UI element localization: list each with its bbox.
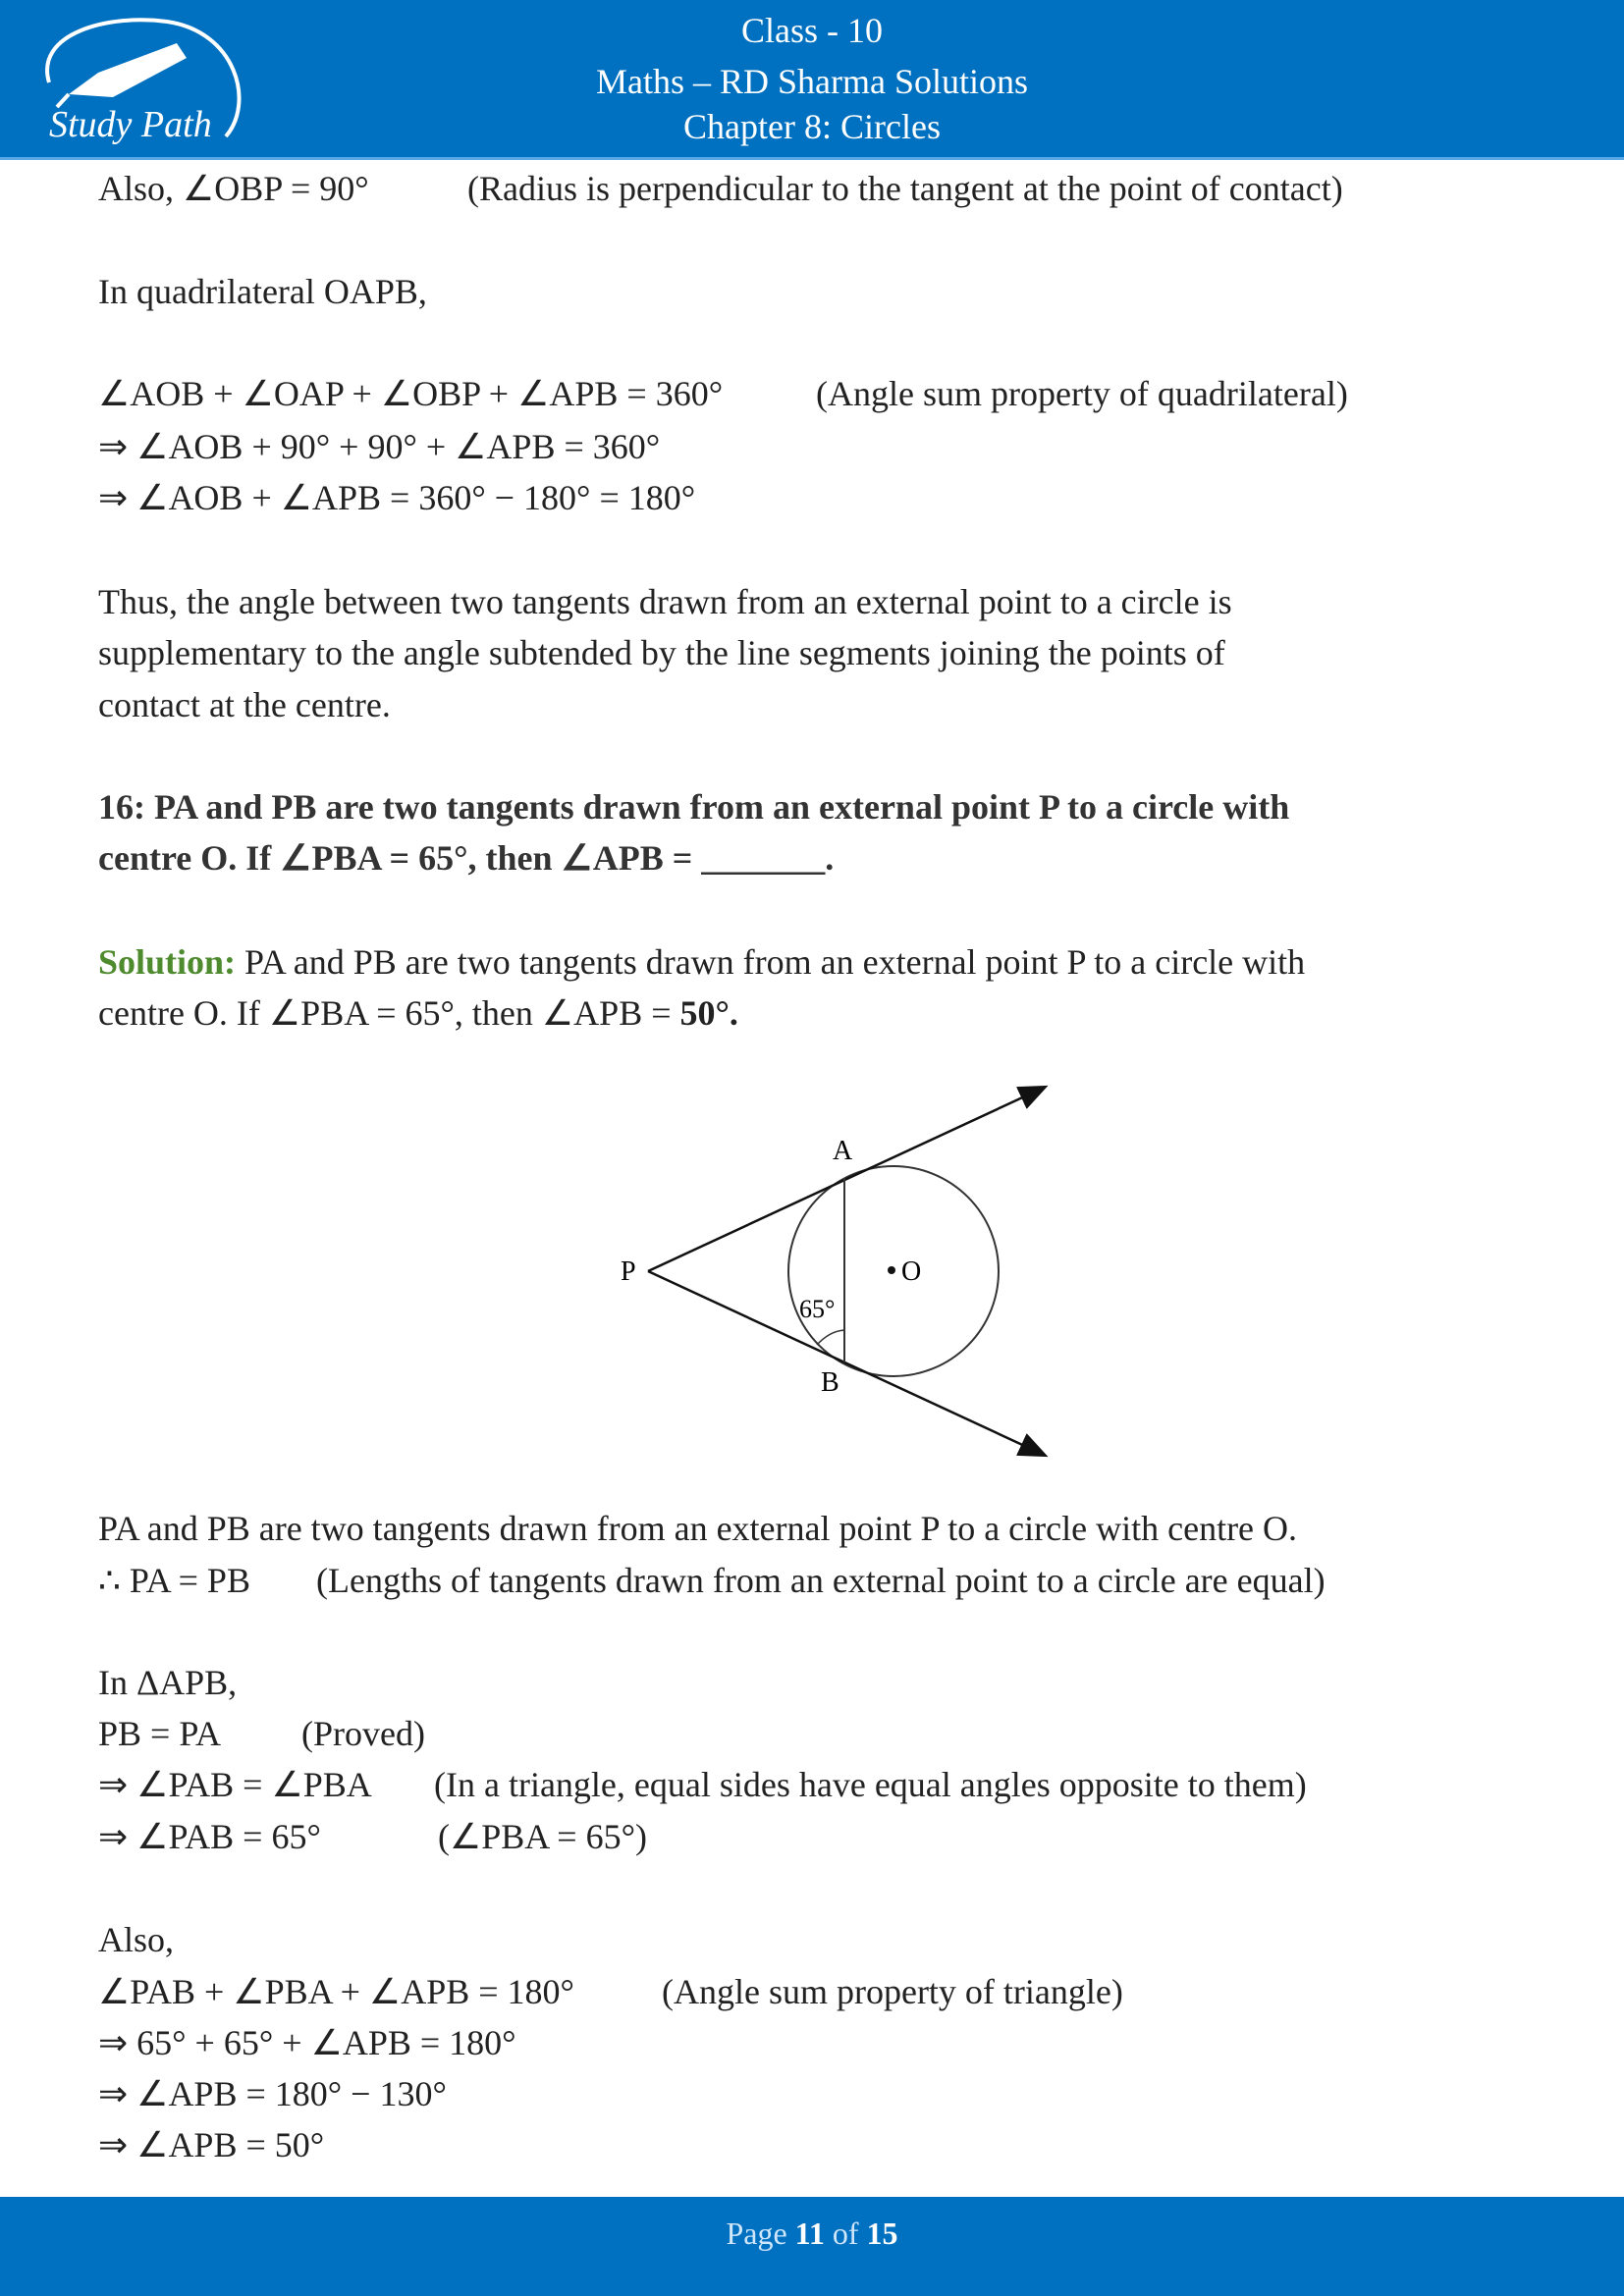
text-line: ⇒ ∠PAB = 65° (98, 1817, 321, 1856)
text-line: ⇒ ∠AOB + 90° + 90° + ∠APB = 360° (98, 427, 661, 466)
text-line: In ΔAPB, (98, 1663, 238, 1702)
page-number (0, 2216, 1624, 2252)
text-line: In quadrilateral OAPB, (98, 272, 427, 311)
text-line: ∠AOB + ∠OAP + ∠OBP + ∠APB = 360° (98, 374, 724, 413)
chapter-title: Chapter 8: Circles (683, 107, 941, 146)
label-a: A (833, 1136, 853, 1166)
text-line: ⇒ ∠AOB + ∠APB = 360° − 180° = 180° (98, 478, 696, 517)
label-o: O (901, 1256, 922, 1287)
reason-note: (In a triangle, equal sides have equal angles opposite to them) (434, 1765, 1307, 1804)
class-title: Class - 10 (741, 11, 883, 50)
question-text: centre O. If ∠PBA = 65°, then ∠APB = _______. (98, 838, 835, 878)
label-p: P (621, 1256, 636, 1287)
reason-note: (Radius is perpendicular to the tangent at the point of contact) (467, 169, 1343, 208)
text-line: ∠PAB + ∠PBA + ∠APB = 180° (98, 1972, 574, 2011)
centre-point (888, 1266, 895, 1274)
reason-note: (Angle sum property of quadrilateral) (816, 374, 1348, 413)
text-line: ⇒ ∠APB = 50° (98, 2125, 325, 2164)
reason-note: (Proved) (301, 1714, 425, 1753)
label-b: B (821, 1367, 839, 1398)
text-line: Also, (98, 1920, 175, 1959)
svg-text:Study Path: Study Path (49, 104, 212, 145)
text-line: PA and PB are two tangents drawn from an external point P to a circle with centre O. (98, 1509, 1298, 1548)
tangent-pb (648, 1271, 1044, 1455)
subject-title: Maths – RD Sharma Solutions (595, 62, 1028, 101)
solution-answer: 50°. (679, 993, 738, 1033)
page-total: 15 (866, 2216, 898, 2251)
solution-label: Solution: (98, 942, 237, 982)
reason-note: (Lengths of tangents drawn from an external point to a circle are equal) (316, 1561, 1326, 1600)
page-current: 11 (794, 2216, 825, 2251)
text-line: supplementary to the angle subtended by the line segments joining the points of (98, 633, 1225, 672)
reason-note: (∠PBA = 65°) (438, 1817, 647, 1856)
text-line: Thus, the angle between two tangents drawn from an external point to a circle is (98, 582, 1232, 621)
solution-text: centre O. If ∠PBA = 65°, then ∠APB = (98, 993, 680, 1033)
page-sep: of (824, 2216, 867, 2251)
label-angle: 65° (799, 1295, 836, 1323)
solution-text: PA and PB are two tangents drawn from an external point P to a circle with (236, 942, 1306, 982)
text-line: PB = PA (98, 1714, 222, 1753)
text-line: contact at the centre. (98, 685, 391, 724)
text-line: ⇒ ∠APB = 180° − 130° (98, 2074, 447, 2113)
text-line: ⇒ ∠PAB = ∠PBA (98, 1765, 372, 1804)
page-prefix: Page (726, 2216, 795, 2251)
text-line: ∴ PA = PB (98, 1561, 250, 1600)
question-text: 16: PA and PB are two tangents drawn from an external point P to a circle with (98, 787, 1290, 827)
reason-note: (Angle sum property of triangle) (662, 1972, 1123, 2011)
tangent-pa (648, 1088, 1044, 1271)
angle-arc (817, 1330, 844, 1345)
text-line: ⇒ 65° + 65° + ∠APB = 180° (98, 2023, 516, 2062)
text-line: Also, ∠OBP = 90° (98, 169, 369, 208)
